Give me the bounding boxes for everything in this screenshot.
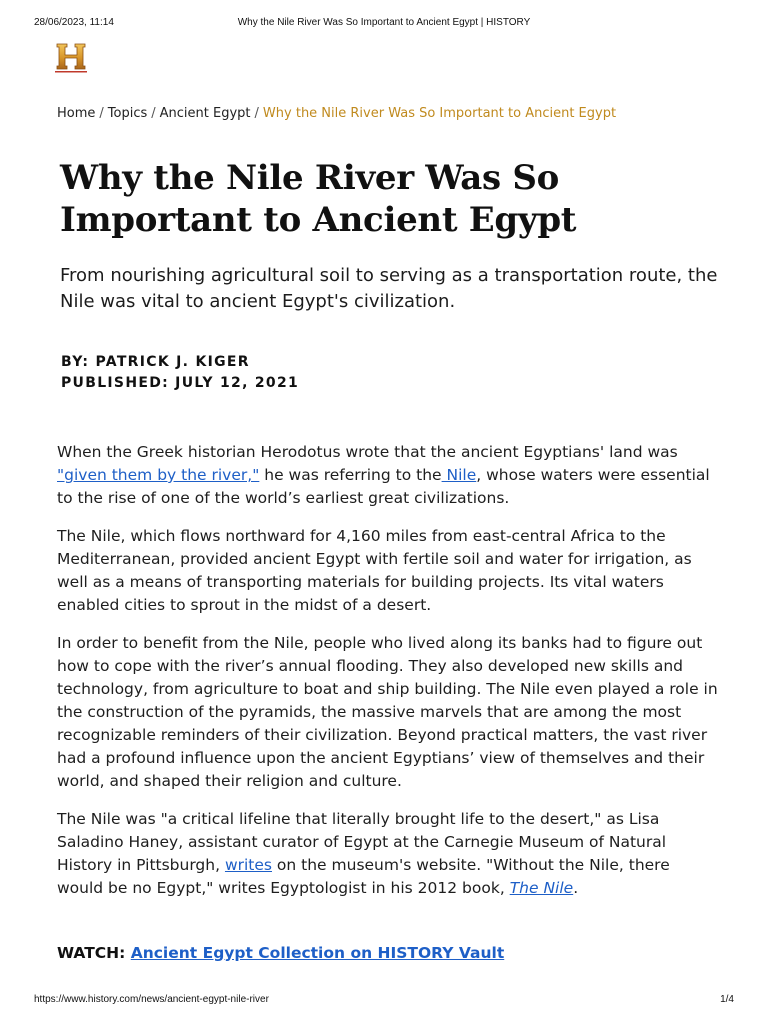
- watch-callout: [57, 944, 504, 962]
- given-by-river-link[interactable]: "given them by the river,": [57, 466, 260, 484]
- nile-link[interactable]: Nile: [441, 466, 477, 484]
- paragraph: In order to benefit from the Nile, people who lived along its banks had to figure out how to cope with the river’s annual flooding. They also developed new skills and technology, from agriculture to boat and ship building. The Nile even played a role in the construction of the pyramids, the massive marvels that are among the most recognizable reminders of their civilization. Beyond practical matters, the vast river had a profound influence upon the ancient Egyptians’ view of themselves and their world, and shaped their religion and culture.: [57, 634, 718, 790]
- breadcrumb-ancient-egypt[interactable]: Ancient Egypt: [159, 106, 251, 121]
- print-page-number: 1/4: [720, 994, 734, 1005]
- author-byline: BY: PATRICK J. KIGER: [61, 354, 250, 370]
- writes-link[interactable]: writes: [224, 856, 272, 874]
- watch-label: WATCH:: [57, 944, 126, 962]
- breadcrumb-topics[interactable]: Topics: [107, 106, 148, 121]
- breadcrumb-home[interactable]: Home: [57, 106, 96, 121]
- paragraph-text: , whose waters were essential to the rise of one of the world’s earliest great civilizations.: [57, 466, 710, 507]
- paragraph-text: he was referring to the: [259, 466, 442, 484]
- paragraph-text: .: [573, 879, 579, 897]
- print-footer: [0, 994, 768, 1008]
- history-logo-icon[interactable]: [54, 43, 88, 73]
- published-date: PUBLISHED: JULY 12, 2021: [61, 375, 300, 391]
- paragraph-text: on the museum's website. "Without the Nile, there would be no Egypt," writes Egyptologist in his 2012 book,: [57, 856, 670, 897]
- history-vault-link[interactable]: Ancient Egypt Collection on HISTORY Vault: [130, 944, 505, 962]
- print-header: [0, 17, 768, 31]
- breadcrumb: [57, 106, 616, 121]
- paragraph: [57, 441, 719, 510]
- breadcrumb-current[interactable]: Why the Nile River Was So Important to Ancient Egypt: [262, 106, 617, 121]
- paragraph: The Nile, which flows northward for 4,160 miles from east-central Africa to the Mediterranean, provided ancient Egypt with fertile soil and water for irrigation, as well as a means of transporting materials for building projects. Its vital waters enabled cities to sprout in the midst of a desert.: [57, 527, 692, 614]
- print-datetime: 28/06/2023, 11:14: [34, 17, 114, 28]
- paragraph: [57, 808, 719, 900]
- article-headline: Why the Nile River Was So Important to Ancient Egypt: [60, 158, 577, 240]
- breadcrumb-separator: /: [99, 106, 104, 121]
- paragraph-text: When the Greek historian Herodotus wrote that the ancient Egyptians' land was: [57, 443, 678, 461]
- paragraph-text: The Nile was "a critical lifeline that literally brought life to the desert," as Lisa Saladino Haney, assistant curator of Egypt at the Carnegie Museum of Natural History in Pittsburgh,: [57, 810, 667, 874]
- article-body: [57, 441, 719, 915]
- breadcrumb-separator: /: [151, 106, 156, 121]
- article-dek: From nourishing agricultural soil to serving as a transportation route, the Nile was vital to ancient Egypt's civilization.: [60, 265, 718, 312]
- the-nile-book-link[interactable]: The Nile: [509, 879, 574, 897]
- print-url: https://www.history.com/news/ancient-egypt-nile-river: [34, 994, 269, 1005]
- print-page-title: Why the Nile River Was So Important to Ancient Egypt | HISTORY: [237, 17, 531, 28]
- article-byline: [61, 352, 299, 394]
- breadcrumb-separator: /: [254, 106, 259, 121]
